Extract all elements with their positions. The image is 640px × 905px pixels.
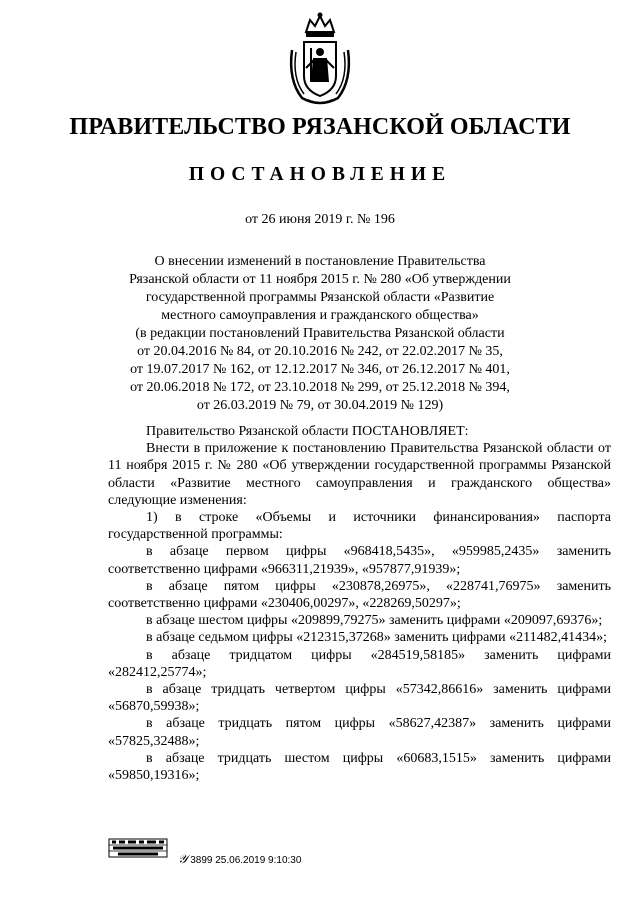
signature-mark-icon: 𝒴 [178,852,188,866]
subject-line: от 26.03.2019 № 79, от 30.04.2019 № 129) [196,398,444,413]
document-footer [108,836,448,872]
body-paragraph: в абзаце тридцатом цифры «284519,58185» заменить цифрами «282412,25774»; [108,647,611,680]
document-type: ПОСТАНОВЛЕНИЕ [188,164,452,185]
document-date-number: от 26 июня 2019 г. № 196 [245,212,395,227]
subject-line: от 19.07.2017 № 162, от 12.12.2017 № 346, от 26.12.2017 № 401, [130,362,510,377]
body-paragraph: Внести в приложение к постановлению Правительства Рязанской области от 11 ноября 2015 г. № 280 «Об утверждении государственной программы Рязанской области «Развитие местного самоуправления и гражданского общества» следующие изменения: [108,441,611,508]
subject-line: местного самоуправления и гражданского общества» [161,308,479,323]
body-paragraph: в абзаце седьмом цифры «212315,37268» заменить цифрами «211482,41434»; [146,630,608,646]
body-paragraph: в абзаце пятом цифры «230878,26975», «228741,76975» заменить соответственно цифрами «230406,00297», «228269,50297»; [108,578,611,612]
body-paragraph: в абзаце тридцать пятом цифры «58627,42387» заменить цифрами «57825,32488»; [108,716,611,749]
body-paragraph: Правительство Рязанской области ПОСТАНОВЛЯЕТ: [146,424,469,439]
body-paragraph: в абзаце первом цифры «968418,5435», «959985,2435» заменить соответственно цифрами «966311,21939», «957877,91939»; [108,544,611,577]
body-paragraph: в абзаце шестом цифры «209899,79275» заменить цифрами «209097,69376»; [146,613,603,629]
ryazan-coat-of-arms-icon [282,10,358,110]
subject-line: государственной программы Рязанской области «Развитие [145,290,495,305]
subject-line: от 20.04.2016 № 84, от 20.10.2016 № 242, от 22.02.2017 № 35, [137,344,503,359]
subject-line: от 20.06.2018 № 172, от 23.10.2018 № 299, от 25.12.2018 № 394, [130,380,510,395]
government-title: ПРАВИТЕЛЬСТВО РЯЗАНСКОЙ ОБЛАСТИ [69,114,571,140]
subject-line: Рязанской области от 11 ноября 2015 г. № 280 «Об утверждении [129,272,511,287]
document-subject [90,253,550,415]
body-paragraph: в абзаце тридцать четвертом цифры «57342,86616» заменить цифрами «56870,59938»; [108,682,611,715]
body-paragraph: 1) в строке «Объемы и источники финансирования» паспорта государственной программы: [108,510,611,543]
subject-line: О внесении изменений в постановление Правительства [154,254,486,269]
registration-number-time: 3899 25.06.2019 9:10:30 [190,855,302,866]
body-paragraph: в абзаце тридцать шестом цифры «60683,1515» заменить цифрами «59850,19316»; [108,750,611,784]
document-body [108,423,611,784]
registry-stamp-icon [108,838,168,858]
subject-line: (в редакции постановлений Правительства Рязанской области [135,326,505,341]
registration-stamp-text [178,852,301,867]
